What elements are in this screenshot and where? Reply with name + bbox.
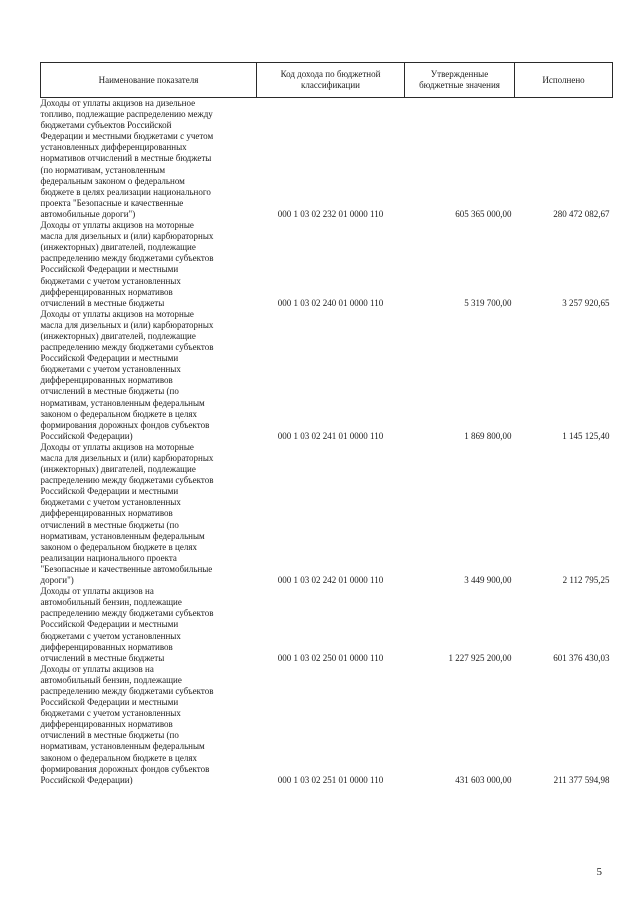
row-revenue-code: 000 1 03 02 250 01 0000 110 [277, 652, 384, 663]
row-executed-value: 1 145 125,40 [562, 430, 610, 441]
table-row [41, 442, 613, 586]
row-executed-value: 3 257 920,65 [562, 297, 610, 308]
revenue-table [40, 62, 613, 786]
row-revenue-code: 000 1 03 02 241 01 0000 110 [277, 430, 384, 441]
row-approved-value: 1 869 800,00 [464, 430, 512, 441]
table-header [41, 63, 613, 98]
row-approved-value: 431 603 000,00 [455, 774, 512, 785]
row-indicator-name: Доходы от уплаты акцизов на автомобильный бензин, подлежащие распределению между бюджетами субъектов Российской Федерации и местными бюджетами с учетом установленных дифференцированных нормативов отчислений в местные бюджеты [40, 586, 214, 663]
header-approved-values: Утвержденные бюджетные значения [405, 63, 515, 98]
row-approved-value: 5 319 700,00 [464, 297, 512, 308]
row-approved-value: 3 449 900,00 [464, 575, 512, 586]
table-row [41, 309, 613, 442]
table-body [41, 98, 613, 786]
row-revenue-code: 000 1 03 02 232 01 0000 110 [277, 208, 384, 219]
row-indicator-name: Доходы от уплаты акцизов на автомобильный бензин, подлежащие распределению между бюджетами субъектов Российской Федерации и местными бюджетами с учетом установленных дифференцированных нормативов отчислений в местные бюджеты (по нормативам, установленным федеральным законом о федеральном бюджете в целях формирования дорожных фондов субъектов Российской Федерации) [40, 663, 214, 785]
header-executed: Исполнено [515, 63, 613, 98]
header-revenue-code: Код дохода по бюджетной классификации [257, 63, 405, 98]
header-row [41, 63, 613, 98]
row-approved-value: 1 227 925 200,00 [448, 652, 512, 663]
row-approved-value: 605 365 000,00 [455, 208, 512, 219]
table-row [41, 220, 613, 309]
header-indicator-name: Наименование показателя [41, 63, 257, 98]
row-indicator-name: Доходы от уплаты акцизов на моторные масла для дизельных и (или) карбюраторных (инжекторных) двигателей, подлежащие распределению между бюджетами субъектов Российской Федерации и местными бюджетами с учетом установленных дифференцированных нормативов отчислений в местные бюджеты (по нормативам, установленным федеральным законом о федеральном бюджете в целях формирования дорожных фондов субъектов Российской Федерации) [40, 308, 214, 441]
row-indicator-name: Доходы от уплаты акцизов на моторные масла для дизельных и (или) карбюраторных (инжекторных) двигателей, подлежащие распределению между бюджетами субъектов Российской Федерации и местными бюджетами с учетом установленных дифференцированных нормативов отчислений в местные бюджеты (по нормативам, установленным федеральным законом о федеральном бюджете в целях реализации национального проекта "Безопасные и качественные автомобильные дороги") [40, 441, 214, 586]
row-executed-value: 601 376 430,03 [553, 652, 610, 663]
table-row [41, 98, 613, 221]
row-revenue-code: 000 1 03 02 251 01 0000 110 [277, 774, 384, 785]
table-row [41, 586, 613, 664]
page-number: 5 [596, 866, 602, 878]
row-executed-value: 211 377 594,98 [553, 774, 610, 785]
row-revenue-code: 000 1 03 02 240 01 0000 110 [277, 297, 384, 308]
row-revenue-code: 000 1 03 02 242 01 0000 110 [277, 575, 384, 586]
row-executed-value: 2 112 795,25 [562, 575, 610, 586]
row-executed-value: 280 472 082,67 [553, 208, 610, 219]
table-row [41, 664, 613, 786]
row-indicator-name: Доходы от уплаты акцизов на дизельное топливо, подлежащие распределению между бюджетами субъектов Российской Федерации и местными бюджетами с учетом установленных дифференцированных нормативов отчислений в местные бюджеты (по нормативам, установленным федеральным законом о федеральном бюджете в целях реализации национального проекта "Безопасные и качественные автомобильные дороги") [40, 98, 214, 219]
row-indicator-name: Доходы от уплаты акцизов на моторные масла для дизельных и (или) карбюраторных (инжекторных) двигателей, подлежащие распределению между бюджетами субъектов Российской Федерации и местными бюджетами с учетом установленных дифференцированных нормативов отчислений в местные бюджеты [40, 220, 214, 308]
